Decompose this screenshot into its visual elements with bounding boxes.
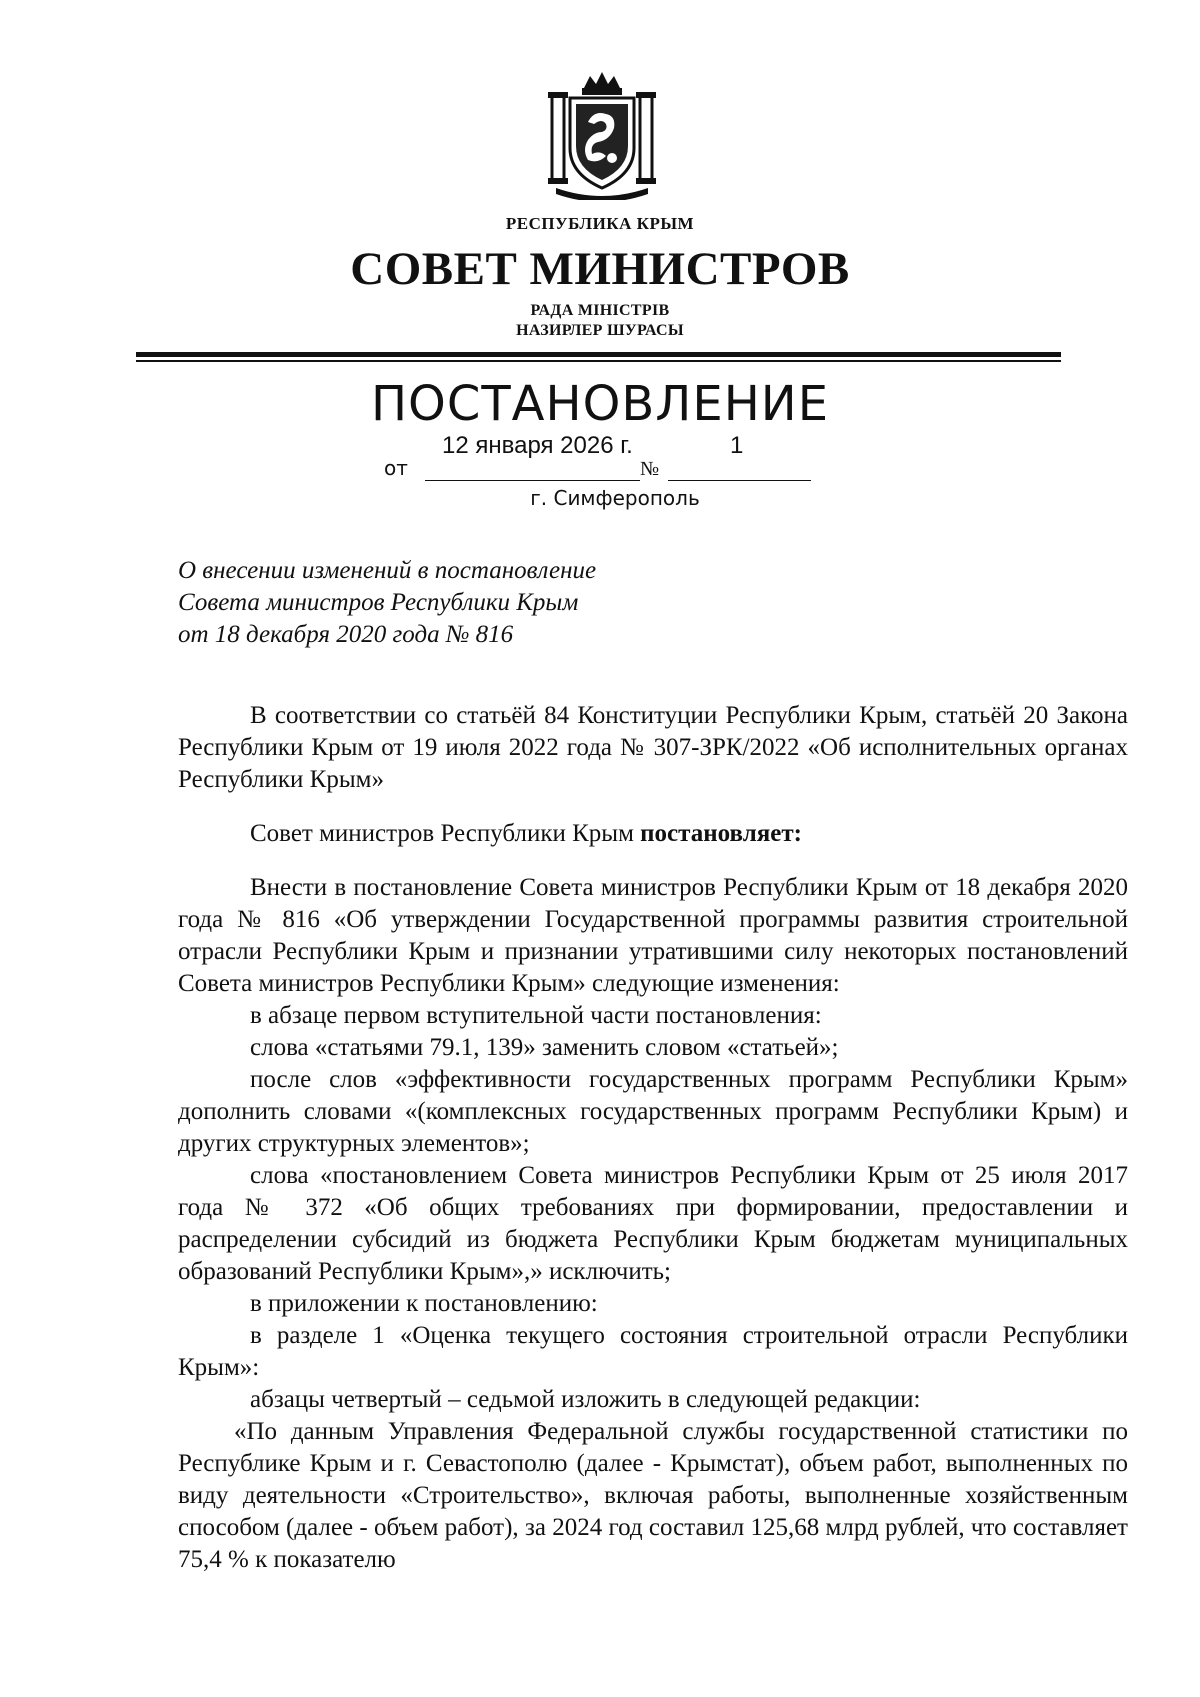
header-divider-thick [136, 352, 1061, 357]
decree-body [178, 700, 1128, 1576]
number-underline [668, 480, 811, 481]
subject-line: Совета министров Республики Крым [178, 589, 579, 616]
body-paragraph: Внести в постановление Совета министров Республики Крым от 18 декабря 2020 года № 816 «Об утверждении Государственной программы развития строительной отрасли Республики Крым и признании утратившими силу некоторых постановлений Совета министров Республики Крым» следующие изменения: [178, 874, 1128, 997]
subject-line: от 18 декабря 2020 года № 816 [178, 621, 514, 648]
decree-date: 12 января 2026 г. [442, 432, 633, 459]
date-label: от [384, 456, 408, 480]
header-divider-thin [136, 360, 1061, 362]
resolves-text: Совет министров Республики Крым [250, 820, 641, 847]
body-paragraph: абзацы четвертый – седьмой изложить в следующей редакции: [250, 1386, 921, 1413]
city-line [0, 486, 1200, 510]
body-paragraph: слова «постановлением Совета министров Республики Крым от 25 июля 2017 года № 372 «Об общих требованиях при формировании, предоставлении и распределении субсидий из бюджета Республики Крым бюджетам муниципальных образований Республики Крым»,» исключить; [178, 1162, 1128, 1285]
coat-of-arms-icon [544, 70, 660, 200]
document-type: ПОСТАНОВЛЕНИЕ [370, 376, 830, 432]
republic-title: РЕСПУБЛИКА КРЫМ [505, 214, 695, 233]
city: г. Симферополь [530, 486, 700, 510]
body-paragraph: слова «статьями 79.1, 139» заменить словом «статьей»; [250, 1034, 839, 1061]
preamble-paragraph: В соответствии со статьёй 84 Конституции Республики Крым, статьёй 20 Закона Республики Крым от 19 июля 2022 года № 307-ЗРК/2022 «Об исполнительных органах Республики Крым» [178, 702, 1128, 793]
decree-subject [178, 555, 596, 651]
body-paragraph: в разделе 1 «Оценка текущего состояния строительной отрасли Республики Крым»: [178, 1322, 1128, 1381]
council-title-crh: НАЗИРЛЕР ШУРАСЫ [516, 322, 684, 339]
date-underline [425, 480, 640, 481]
number-label: № [640, 458, 660, 480]
council-title: СОВЕТ МИНИСТРОВ [350, 243, 850, 295]
decree-number: 1 [730, 432, 744, 459]
body-paragraph: «По данным Управления Федеральной службы государственной статистики по Республике Крым и г. Севастополю (далее - Крымстат), объем работ, выполненных по виду деятельности «Строительство», включая работы, выполненные хозяйственным способом (далее - объем работ), за 2024 год составил 125,68 млрд рублей, что составляет 75,4 % к показателю [178, 1418, 1128, 1573]
council-title-ua: РАДА МІНІСТРІВ [530, 302, 670, 319]
body-paragraph: в абзаце первом вступительной части постановления: [250, 1002, 822, 1029]
body-paragraph: в приложении к постановлению: [250, 1290, 598, 1317]
subject-line: О внесении изменений в постановление [178, 557, 597, 584]
resolves-paragraph [178, 818, 1128, 850]
resolves-keyword: постановляет: [640, 820, 802, 847]
body-paragraph: после слов «эффективности государственных программ Республики Крым» дополнить словами «(комплексных государственных программ Республики Крым) и других структурных элементов»; [178, 1066, 1128, 1157]
